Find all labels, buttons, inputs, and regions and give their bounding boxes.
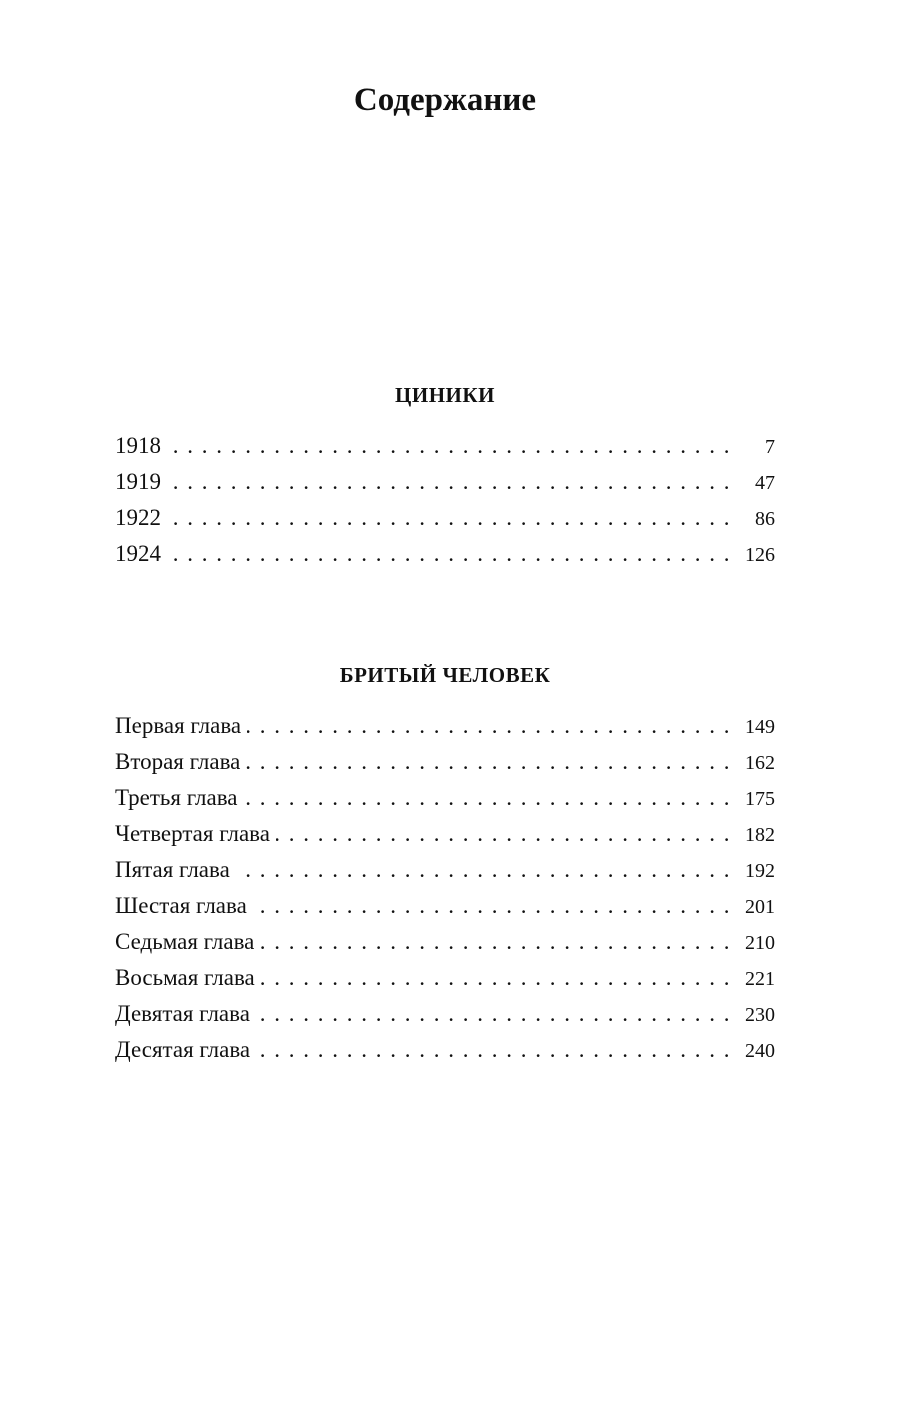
toc-entry[interactable]: [115, 924, 775, 960]
dot-leader: [256, 1032, 731, 1068]
dot-leader: [246, 744, 731, 780]
dot-leader: [256, 996, 731, 1032]
toc-entry[interactable]: [115, 996, 775, 1032]
entry-title: Восьмая глава: [115, 965, 255, 990]
dot-leader: [243, 780, 731, 816]
entry-title: Девятая глава: [115, 1001, 250, 1026]
toc-entry-list: [115, 708, 775, 1068]
entry-title: Первая глава: [115, 713, 242, 738]
entry-page-number: 86: [755, 508, 775, 530]
entry-page-number: 221: [745, 968, 775, 990]
toc-entry[interactable]: [115, 500, 775, 536]
toc-entry[interactable]: [115, 816, 775, 852]
entry-page-number: 175: [745, 788, 775, 810]
entry-title: Четвертая глава: [115, 821, 270, 846]
entry-page-number: 192: [745, 860, 775, 882]
dot-leader: [261, 960, 731, 996]
toc-entry[interactable]: [115, 464, 775, 500]
entry-page-number: 240: [745, 1040, 775, 1062]
entry-page-number: 162: [745, 752, 775, 774]
entry-title: 1922: [115, 505, 161, 530]
toc-entry[interactable]: [115, 852, 775, 888]
entry-page-number: 230: [745, 1004, 775, 1026]
dot-leader: [167, 500, 731, 536]
entry-page-number: 201: [745, 896, 775, 918]
section-heading: БРИТЫЙ ЧЕЛОВЕК: [339, 663, 551, 687]
entry-title: Вторая глава: [115, 749, 241, 774]
dot-leader: [167, 536, 731, 572]
entry-title: 1919: [115, 469, 161, 494]
entry-title: Пятая глава: [115, 857, 230, 882]
entry-title: Седьмая глава: [115, 929, 255, 954]
dot-leader: [167, 464, 731, 500]
dot-leader: [167, 428, 731, 464]
toc-entry[interactable]: [115, 1032, 775, 1068]
entry-page-number: 47: [755, 472, 775, 494]
toc-entry[interactable]: [115, 960, 775, 996]
entry-title: Третья глава: [115, 785, 238, 810]
entry-page-number: 126: [745, 544, 775, 566]
dot-leader: [247, 708, 731, 744]
entry-page-number: 210: [745, 932, 775, 954]
toc-entry[interactable]: [115, 888, 775, 924]
dot-leader: [276, 816, 731, 852]
page-title: Содержание: [353, 82, 537, 118]
entry-title: Шестая глава: [115, 893, 247, 918]
entry-page-number: 149: [745, 716, 775, 738]
toc-section-ciniki: [115, 380, 775, 572]
entry-page-number: 182: [745, 824, 775, 846]
dot-leader: [253, 888, 731, 924]
dot-leader: [236, 852, 731, 888]
toc-entry[interactable]: [115, 780, 775, 816]
toc-entry[interactable]: [115, 708, 775, 744]
entry-title: 1924: [115, 541, 161, 566]
entry-page-number: 7: [765, 436, 775, 458]
entry-title: 1918: [115, 433, 161, 458]
toc-section-brityi-chelovek: [115, 660, 775, 1068]
toc-entry-list: [115, 428, 775, 572]
toc-entry[interactable]: [115, 744, 775, 780]
dot-leader: [260, 924, 731, 960]
toc-entry[interactable]: [115, 428, 775, 464]
entry-title: Десятая глава: [115, 1037, 251, 1062]
section-heading: ЦИНИКИ: [395, 383, 495, 407]
toc-entry[interactable]: [115, 536, 775, 572]
